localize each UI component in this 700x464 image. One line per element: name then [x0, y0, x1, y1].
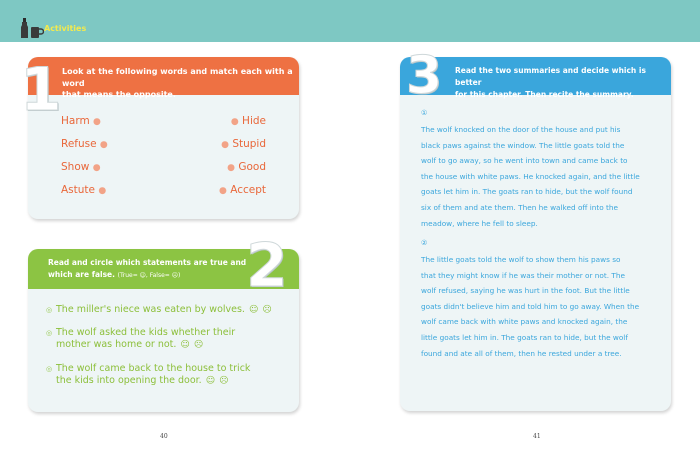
match-right-item[interactable]: ● Hide — [230, 115, 266, 127]
happy-face-icon[interactable]: ☺ — [248, 305, 259, 315]
bullet-icon: ◎ — [46, 329, 53, 337]
activity-number-3: 3 — [406, 46, 443, 106]
summary-line: six of them and ate them. Then he walked off into the — [421, 202, 619, 212]
match-row — [28, 184, 299, 202]
happy-face-icon[interactable]: ☺ — [205, 376, 216, 386]
summary-line: found and ate all of them, then he rested under a tree. — [421, 348, 622, 358]
summary-b[interactable] — [421, 252, 659, 361]
match-right-item[interactable]: ● Stupid — [221, 138, 266, 150]
statement-text: The wolf came back to the house to trick — [56, 363, 251, 374]
sad-face-icon[interactable]: ☹ — [262, 305, 272, 315]
section-label: Activities — [44, 24, 87, 33]
matching-instructions — [28, 57, 299, 99]
statement-text: mother was home or not. — [56, 339, 177, 350]
word-accept: Accept — [230, 184, 266, 196]
bottle-mug-icon — [20, 18, 44, 38]
word-stupid: Stupid — [232, 138, 266, 150]
matching-activity-card — [28, 57, 299, 219]
instruction-line: Read the two summaries and decide which is better — [455, 66, 646, 87]
summary-line: wolf came back with white paws and knocked again, the — [421, 317, 628, 327]
summary-b-marker: ② — [421, 239, 428, 247]
match-left-item[interactable]: Refuse ● — [61, 138, 108, 150]
bullet-icon: ◎ — [46, 365, 53, 373]
statement-text: The miller's niece was eaten by wolves. — [56, 304, 245, 315]
true-false-key: (True= ☺, False= ☹) — [117, 272, 181, 279]
match-right-item[interactable]: ● Good — [227, 161, 266, 173]
instruction-line: for this chapter. Then recite the summary. — [455, 90, 634, 99]
match-row — [28, 138, 299, 156]
word-harm: Harm — [61, 115, 90, 127]
summary-line: goats let him in. The goats ran to hide, but the wolf found — [421, 187, 633, 197]
activities-header-bar — [0, 0, 700, 42]
sad-face-icon[interactable]: ☹ — [193, 340, 204, 350]
match-row — [28, 115, 299, 133]
match-left-item[interactable]: Show ● — [61, 161, 101, 173]
summary-activity-card — [400, 57, 671, 411]
summary-a-marker: ① — [421, 109, 428, 117]
summary-line: goats didn't believe him and told him to go away. When the — [421, 301, 640, 311]
word-good: Good — [238, 161, 266, 173]
match-right-item[interactable]: ● Accept — [219, 184, 266, 196]
word-astute: Astute — [61, 184, 96, 196]
page-number-left: 40 — [160, 433, 168, 440]
bullet-icon: ◎ — [46, 306, 53, 314]
instruction-line: which are false. — [48, 270, 115, 279]
statement-text: The wolf asked the kids whether their — [56, 327, 236, 338]
summary-line: black paws against the window. The little goats told the — [421, 140, 625, 150]
summary-line: The wolf knocked on the door of the house and put his — [421, 125, 621, 134]
instruction-line: Read and circle which statements are true and — [48, 258, 247, 267]
instruction-line: that means the opposite. — [62, 90, 176, 99]
word-refuse: Refuse — [61, 138, 97, 150]
word-hide: Hide — [242, 115, 266, 127]
instruction-line: Look at the following words and match each with a word — [62, 67, 293, 88]
summary-line: The little goats told the wolf to show them his paws so — [421, 255, 621, 264]
statement-text: the kids into opening the door. — [56, 375, 202, 386]
match-row — [28, 161, 299, 179]
activity-number-2: 2 — [246, 231, 288, 301]
summary-line: the house with white paws. He knocked again, and the little — [421, 171, 640, 181]
word-show: Show — [61, 161, 90, 173]
activity-number-1: 1 — [20, 55, 62, 125]
happy-face-icon[interactable]: ☺ — [180, 340, 190, 350]
match-left-item[interactable]: Astute ● — [61, 184, 107, 196]
summary-a[interactable] — [421, 122, 659, 231]
sad-face-icon[interactable]: ☹ — [219, 376, 229, 386]
statement-item — [46, 327, 296, 351]
statement-item — [46, 304, 296, 316]
summary-line: meadow, where he fell to sleep. — [421, 218, 538, 228]
summary-line: wolf refused, saying he was hurt in the foot. But the little — [421, 286, 630, 296]
summary-line: wolf to go away, so he went into town and came back to — [421, 156, 628, 166]
page-number-right: 41 — [533, 433, 541, 440]
summary-line: little goats let him in. The goats ran to hide, but the wolf — [421, 332, 628, 342]
statement-item — [46, 363, 296, 387]
summary-line: that they might know if he was their mother or not. The — [421, 270, 625, 280]
match-left-item[interactable]: Harm ● — [61, 115, 101, 127]
